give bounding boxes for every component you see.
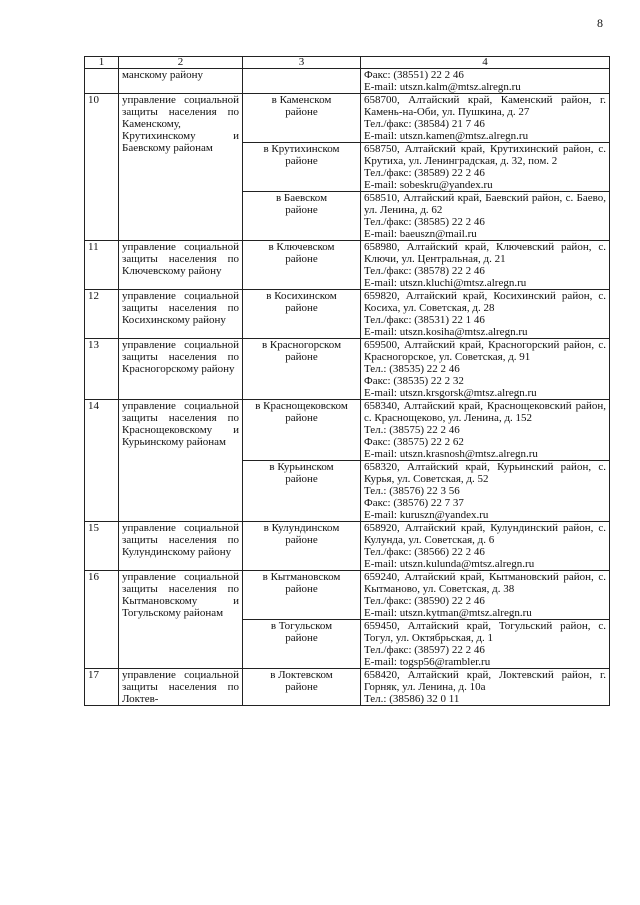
agency-line: управление социальной защиты населения по Красногорскому району	[122, 339, 239, 375]
table-row	[85, 339, 610, 400]
contact-line: 658510, Алтайский край, Баевский район, с. Баево, ул. Ленина, д. 62	[364, 192, 606, 216]
district-line: в Косихинском	[266, 290, 337, 302]
contact-line: Тел./факс: (38590) 22 2 46	[364, 595, 485, 607]
agency-name	[119, 241, 243, 290]
contact-line: Тел./факс: (38531) 22 1 46	[364, 314, 485, 326]
contact-line: 658750, Алтайский край, Крутихинский район, с. Крутиха, ул. Ленинградская, д. 32, пом. 2	[364, 143, 606, 167]
district-line: районе	[285, 534, 318, 546]
contact-line: 659450, Алтайский край, Тогульский район, с. Тогул, ул. Октябрьская, д. 1	[364, 620, 606, 644]
contact-line: Тел./факс: (38566) 22 2 46	[364, 546, 485, 558]
table-row	[85, 669, 610, 706]
contact-line: Тел.: (38586) 32 0 11	[364, 693, 460, 705]
row-number: 15	[85, 522, 119, 571]
row-number: 11	[85, 241, 119, 290]
district-line: в Кулундинском	[263, 522, 340, 534]
contact-line: Тел./факс: (38578) 22 2 46	[364, 265, 485, 277]
agency-name	[119, 69, 243, 94]
district-line: в Локтевском	[270, 669, 333, 681]
district-line: в Краснощековском	[255, 400, 348, 412]
contact-cell	[361, 339, 610, 400]
table-row	[85, 241, 610, 290]
district-line: в Красногорском	[261, 339, 342, 351]
contact-cell	[361, 192, 610, 241]
district-cell	[243, 400, 361, 461]
agency-line: управление социальной защиты населения по Локтев-	[122, 669, 239, 705]
district-line: районе	[285, 632, 318, 644]
district-line: в Крутихинском	[263, 143, 340, 155]
header-col-1: 1	[85, 57, 119, 69]
header-col-3: 3	[243, 57, 361, 69]
district-cell	[243, 571, 361, 620]
district-line: в Баевском	[275, 192, 328, 204]
contact-line: E-mail: kuruszn@yandex.ru	[364, 509, 489, 521]
contact-cell	[361, 69, 610, 94]
agency-line: управление социальной защиты населения по Косихинскому району	[122, 290, 239, 326]
contact-line: 658920, Алтайский край, Кулундинский район, с. Кулунда, ул. Советская, д. 6	[364, 522, 606, 546]
row-number: 13	[85, 339, 119, 400]
district-line: районе	[285, 351, 318, 363]
contact-cell	[361, 461, 610, 522]
contact-line: E-mail: utszn.krasnosh@mtsz.alregn.ru	[364, 448, 538, 460]
agency-name	[119, 400, 243, 522]
contact-cell	[361, 669, 610, 706]
contact-line: E-mail: utszn.kamen@mtsz.alregn.ru	[364, 130, 529, 142]
district-cell	[243, 241, 361, 290]
contact-cell	[361, 290, 610, 339]
agency-name	[119, 669, 243, 706]
district-cell	[243, 192, 361, 241]
agency-line: управление социальной защиты населения по Кытмановскому и Тогульскому районам	[122, 571, 239, 619]
contact-cell	[361, 571, 610, 620]
table-row	[85, 522, 610, 571]
agency-line: управление социальной защиты населения по Каменскому, Крутихинскому и Баевскому районам	[122, 94, 239, 154]
district-cell	[243, 69, 361, 94]
district-line: в Ключевском	[268, 241, 335, 253]
district-cell	[243, 461, 361, 522]
district-line: районе	[285, 106, 318, 118]
contact-line: E-mail: sobeskru@yandex.ru	[364, 179, 493, 191]
agency-line: манскому району	[122, 69, 203, 81]
contact-line: Факс: (38551) 22 2 46	[364, 69, 464, 81]
contact-cell	[361, 143, 610, 192]
district-line: районе	[285, 681, 318, 693]
contact-cell	[361, 620, 610, 669]
contact-cell	[361, 241, 610, 290]
district-cell	[243, 620, 361, 669]
contact-line: Тел.: (38576) 22 3 56	[364, 485, 460, 497]
district-line: районе	[285, 473, 318, 485]
table-header-row	[85, 57, 610, 69]
district-line: в Кытмановском	[262, 571, 341, 583]
contact-line: E-mail: utszn.kosiha@mtsz.alregn.ru	[364, 326, 528, 338]
contact-line: E-mail: baeuszn@mail.ru	[364, 228, 477, 240]
contact-line: 658420, Алтайский край, Локтевский район, г. Горняк, ул. Ленина, д. 10а	[364, 669, 606, 693]
contact-line: 659240, Алтайский край, Кытмановский район, с. Кытманово, ул. Советская, д. 38	[364, 571, 606, 595]
contact-line: Факс: (38576) 22 7 37	[364, 497, 464, 509]
social-protection-table	[84, 56, 610, 706]
district-cell	[243, 290, 361, 339]
district-line: районе	[285, 204, 318, 216]
contact-line: Тел./факс: (38597) 22 2 46	[364, 644, 485, 656]
contact-line: Тел./факс: (38584) 21 7 46	[364, 118, 485, 130]
contact-line: Тел.: (38575) 22 2 46	[364, 424, 460, 436]
contact-line: E-mail: utszn.kulunda@mtsz.alregn.ru	[364, 558, 535, 570]
district-line: районе	[285, 302, 318, 314]
agency-line: управление социальной защиты населения по Ключевскому району	[122, 241, 239, 277]
agency-line: управление социальной защиты населения по Краснощековскому и Курьинскому районам	[122, 400, 239, 448]
contact-line: Тел./факс: (38585) 22 2 46	[364, 216, 485, 228]
contact-line: Факс: (38535) 22 2 32	[364, 375, 464, 387]
contact-line: Тел.: (38535) 22 2 46	[364, 363, 460, 375]
header-col-4: 4	[361, 57, 610, 69]
contact-cell	[361, 522, 610, 571]
contact-line: E-mail: utszn.kluchi@mtsz.alregn.ru	[364, 277, 527, 289]
agency-name	[119, 571, 243, 669]
contact-line: 659500, Алтайский край, Красногорский район, с. Красногорское, ул. Советская, д. 91	[364, 339, 606, 363]
header-col-2: 2	[119, 57, 243, 69]
district-line: районе	[285, 155, 318, 167]
agency-name	[119, 94, 243, 241]
district-line: районе	[285, 583, 318, 595]
agency-name	[119, 522, 243, 571]
district-cell	[243, 143, 361, 192]
table-row	[85, 94, 610, 143]
contact-line: Тел./факс: (38589) 22 2 46	[364, 167, 485, 179]
agency-name	[119, 290, 243, 339]
contact-line: 658340, Алтайский край, Краснощековский район, с. Краснощеково, ул. Ленина, д. 152	[364, 400, 606, 424]
district-line: в Тогульском	[270, 620, 333, 632]
contact-line: 658980, Алтайский край, Ключевский район, с. Ключи, ул. Центральная, д. 21	[364, 241, 606, 265]
contact-line: 659820, Алтайский край, Косихинский район, с. Косиха, ул. Советская, д. 28	[364, 290, 606, 314]
district-line: в Каменском	[271, 94, 332, 106]
district-line: районе	[285, 253, 318, 265]
row-number: 10	[85, 94, 119, 241]
district-cell	[243, 522, 361, 571]
district-cell	[243, 94, 361, 143]
contact-line: E-mail: utszn.kytman@mtsz.alregn.ru	[364, 607, 532, 619]
contact-line: 658320, Алтайский край, Курьинский район, с. Курья, ул. Советская, д. 52	[364, 461, 606, 485]
table-row	[85, 571, 610, 620]
contact-line: Факс: (38575) 22 2 62	[364, 436, 464, 448]
district-line: районе	[285, 412, 318, 424]
district-cell	[243, 669, 361, 706]
agency-line: управление социальной защиты населения по Кулундинскому району	[122, 522, 239, 558]
contact-line: 658700, Алтайский край, Каменский район, г. Камень-на-Оби, ул. Пушкина, д. 27	[364, 94, 606, 118]
row-number	[85, 69, 119, 94]
row-number: 14	[85, 400, 119, 522]
agency-name	[119, 339, 243, 400]
page-number: 8	[597, 16, 603, 30]
contact-line: E-mail: utszn.krsgorsk@mtsz.alregn.ru	[364, 387, 537, 399]
table-row	[85, 400, 610, 461]
table-row	[85, 69, 610, 94]
table-row	[85, 290, 610, 339]
contact-line: E-mail: utszn.kalm@mtsz.alregn.ru	[364, 81, 521, 93]
row-number: 17	[85, 669, 119, 706]
row-number: 12	[85, 290, 119, 339]
district-line: в Курьинском	[269, 461, 334, 473]
contact-cell	[361, 94, 610, 143]
contact-cell	[361, 400, 610, 461]
contact-line: E-mail: togsp56@rambler.ru	[364, 656, 491, 668]
district-cell	[243, 339, 361, 400]
row-number: 16	[85, 571, 119, 669]
